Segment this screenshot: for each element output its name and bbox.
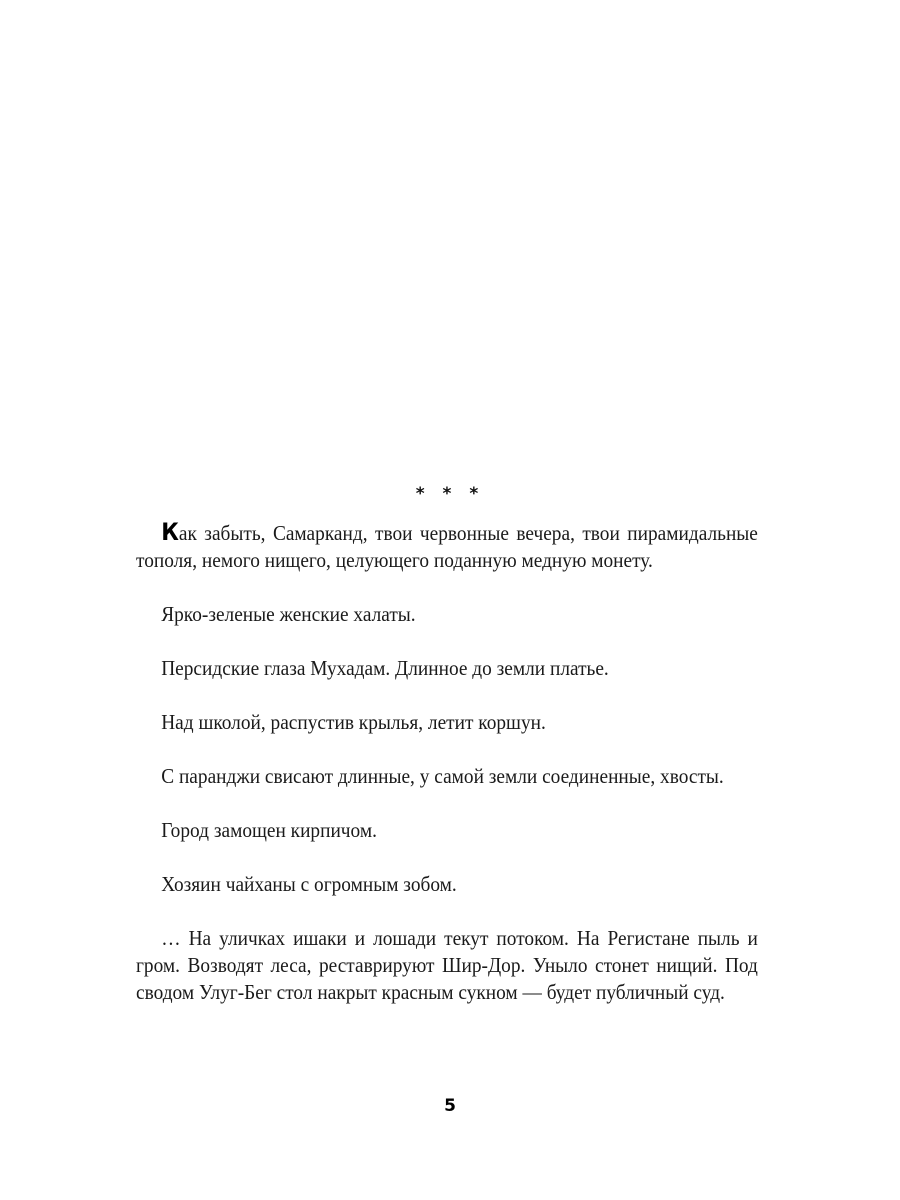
page-number: 5 — [444, 1096, 456, 1116]
paragraph: Город замощен кирпичом. — [161, 818, 377, 842]
paragraph: Ярко-зеленые женские халаты. — [161, 602, 416, 626]
drop-cap: К — [161, 518, 179, 546]
paragraph: Как забыть, Самарканд, твои червонные вечера, твои пирамидальные тополя, немого нищего, целующего поданную медную монету. — [136, 518, 758, 572]
paragraph: Хозяин чайханы с огромным зобом. — [161, 872, 457, 896]
paragraph: Над школой, распустив крылья, летит коршун. — [161, 710, 546, 734]
paragraph: С паранджи свисают длинные, у самой земли соединенные, хвосты. — [161, 764, 724, 788]
section-separator: * * * — [415, 484, 485, 504]
paragraph: Персидские глаза Мухадам. Длинное до земли платье. — [161, 656, 609, 680]
paragraph: … На уличках ишаки и лошади текут потоком. На Регистане пыль и гром. Возводят леса, реставрируют Шир-Дор. Уныло стонет нищий. Под сводом Улуг-Бег стол накрыт красным сукном — будет публичный суд. — [136, 926, 758, 1004]
body-text — [136, 519, 758, 1006]
